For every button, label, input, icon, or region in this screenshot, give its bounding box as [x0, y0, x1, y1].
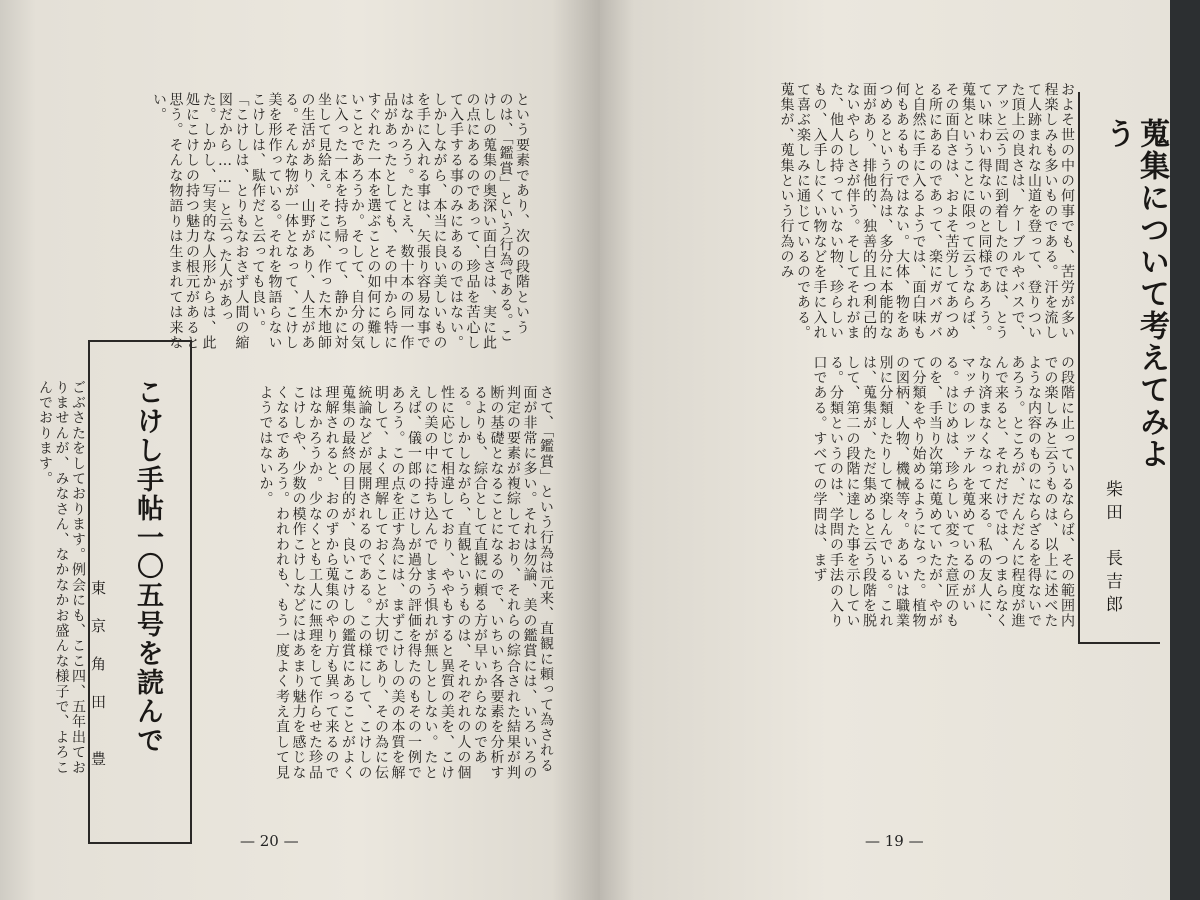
left-page-number: — 20 — — [240, 832, 299, 850]
left-upper-text: という要素であり、次の段階という のは、「鑑賞」という行為である。こけしの蒐集の奥深い面白さは、実に此の点にあるのであって、珍品を苦心して入手する事のみにあるのではない。しかしながら、本当に良い美しいものを手に入れる事は、矢張り容易な事ではなかろう。たとえ、数十本の同一作品があったとしても、その中から特にすぐれた一本を選ぶことの如何に難しいことであろうか。そして、自分の気に入った一本を持ち帰って、静かに対坐して見給え。そこに、作った木地師の生活があり、山野があり、人生がある。そんな物が一体となって、こけし美を形作っている。それを物語らないこけしは、駄作だと云っても良い。「こけしは、とりもなおさず人間の縮図だから……」と云った人があった。しかし、写実的な人形からは、此処にこけしの持つ魅力の根元があると思う。そんな物語りは生まれては来ない。 — [151, 92, 530, 353]
right-lower-text — [680, 598, 1160, 813]
left-lower-text: さて、「鑑賞」という行為は元来、直観に頼って為される面が非常に多い。それは勿論、美の鑑賞には、いろいろの判定の要素が複綜しており、それらの綜合された結果が判断の基礎となることになるので、いちいち各要素を分析するよりも、綜合として直観に頼る方が早いからなのである。しかしながら、直観というものは、それぞれの人の個性に応じて相違しており、ややもすると異質の美を、こけしの美の中に持ち込んでしまう惧れが無しとしない。たとえば、儀一郎のこけしが過分の評価を得たのもその一例であろう。この点を正す為には、まずこけしの美の本質を解明して、よく理解しておくことが大切であり、その為に伝統論などが展開されるのである。この様にして、こけしの蒐集の最終の目的が、良いこけしの鑑賞にあることがよく理解されると、おのずから蒐集のやり方も異って来るのではなかろうか。少なくとも工人に無理をして作らせた珍品こけしや、少数の模作こけしなどにはあまり魅力を感じなくなるであろう。われわれも、もう一度よく考え直して見ようではないか。 — [257, 385, 554, 781]
essay-title: こけし手帖一〇五号を読んで — [132, 378, 163, 755]
right-upper-right-text: およそ世の中の何事でも、苦労が多い程楽しみも多いものである。汗を流して人跡まれな山道を登って、登りついた頂上の良さは、ケーブルやバスで、アッと云う間に到着したのでは、とうてい味わい得ないのと同様であろう。蒐集ということに限って云うならば、その面白さは、およそ苦労してあつめる所にあるのであって、楽にガバガバと自然に手に入るようでは、面白味も何もあるものではない。大体、物をあつめるという行為は、多分に本能的な面があり、排他的、独善的且つ利己的ないやらしさが伴う。そしてそれがまた、他人の持っていない物、珍らしいもの、入手しにくい物などを手に入れて喜ぶ楽しみに通じているのである。蒐集が、蒐集という行為のみ — [778, 82, 1075, 341]
right-page — [600, 0, 1170, 900]
essay-text: ごぶさたをしております。例会にも、ここ四、五年出ておりませんが、みなさん、なかなかお盛んな様子で、よろこんでおります。 — [37, 380, 86, 776]
right-page-number: — 19 — — [865, 832, 924, 850]
right-upper-left-text: の段階に止っているならば、その範囲内での楽しみと云うものは、以上に述べたような内容のものにならざるを得ないであろう。ところが、だんだんに程度が進んで来ると、それだけでは、つまらなくなり済まなくなって来る。私の友人に、マッチのレッテルを蒐めているのがいる。はじめは、珍らしい変った意匠のものを、手当り次第に蒐めていたが、やがて分類をやり始めるようになった。植物の図柄、人物、機械等々。あるいは職業別に分類したりして楽しんでいる。これは、蒐集が、ただ集めると云う段階を脱して、第二の段階に達した事を示している。分類というのは、学問の手法の入り口である。すべての学問は、まず — [811, 355, 1075, 629]
background-edge — [1170, 0, 1200, 900]
article-title: 蒐集について考えてみよう — [1100, 118, 1169, 470]
essay-author: 東 京 角 田 豊 — [89, 580, 107, 770]
author-name: 柴田 長吉郎 — [1102, 480, 1122, 618]
